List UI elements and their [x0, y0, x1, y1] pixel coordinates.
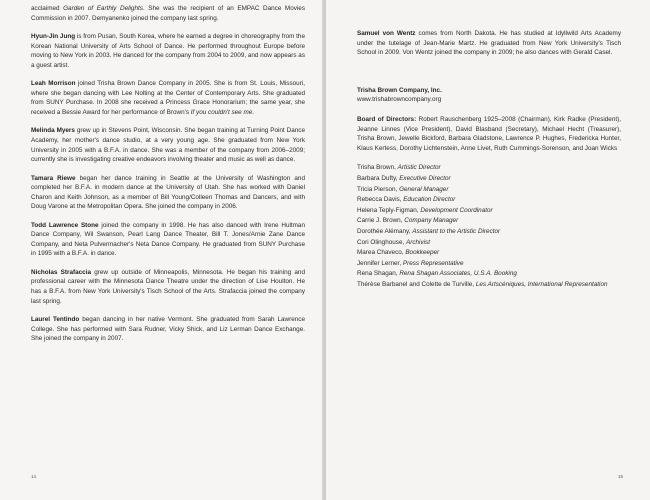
bio-paragraph — [31, 79, 305, 117]
staff-name: Rena Shagan, — [357, 270, 400, 278]
company-website: www.trishabrowncompany.org — [357, 96, 442, 104]
staff-entry — [357, 227, 621, 238]
staff-name: Jennifer Lerner, — [357, 259, 403, 267]
staff-role: General Manager — [399, 185, 449, 193]
bio-name: Todd Lawrence Stone — [31, 221, 99, 229]
bio-name: Samuel von Wentz — [357, 30, 416, 37]
staff-name: Trisha Brown, — [357, 164, 398, 172]
right-page — [326, 0, 650, 500]
bio-text: is from Pusan, South Korea, where he earned a degree in choreography from the Korean National University of Arts School of Dance. He performed throughout Europe before moving to New York in 2003. He danced for the company from 2004 to 2009, and now appears as a guest artist. — [31, 32, 306, 69]
bio-name: Leah Morrison — [31, 80, 76, 88]
bio-text: grew up outside of Minneapolis, Minnesota. He began his training and professional career with the Minnesota Dance Theatre under the direction of Lise Houlton. He has a B.F.A. from New York University's Tisch School of the Arts. Strafaccia joined the company last spring. — [31, 268, 305, 305]
staff-name: Tricia Pierson, — [357, 185, 400, 193]
staff-name: Rebecca Davis, — [357, 196, 404, 204]
staff-role: Executive Director — [399, 174, 451, 182]
staff-role: Rena Shagan Associates, U.S.A. Booking — [399, 270, 517, 278]
board-members: Robert Rauschenberg 1925–2008 (Chairman), Kirk Radke (President), Jeanne Linnes (Vice President), David Blasband (Secretary), Michael Hecht (Treasurer), Trisha Brown, Jewelle Bickford, Barbara Gladstone, Lawrence P. Hughes, Fredericka Hunter, Klaus Kertess, Dorothy Lichtenstein, Anne Livet, Ruth Cummings-Sorenson, and Joan Wicks — [357, 115, 621, 152]
board-label: Board of Directors: — [357, 115, 417, 123]
bio-text: acclaimed — [31, 5, 64, 12]
bio-text: . — [252, 108, 255, 116]
bio-paragraph — [31, 174, 305, 212]
staff-entry — [357, 259, 621, 270]
bio-paragraph — [31, 221, 305, 259]
staff-entry — [357, 269, 621, 280]
bio-name: Laurel Tentindo — [31, 316, 80, 324]
bio-name: Hyun-Jin Jung — [31, 32, 76, 40]
bio-paragraph — [31, 126, 305, 164]
bio-paragraph — [31, 4, 305, 23]
company-name: Trisha Brown Company, Inc. — [357, 86, 442, 94]
staff-entry — [357, 280, 621, 291]
page-number-right: 15 — [618, 474, 624, 479]
staff-entry — [357, 195, 621, 206]
staff-name: Cori Olinghouse, — [357, 238, 407, 246]
board-of-directors — [357, 115, 621, 153]
bio-name: Melinda Myers — [31, 127, 75, 135]
staff-name: Marea Chaveco, — [357, 249, 406, 257]
staff-role: Les Artscéniques, International Representation — [475, 280, 608, 288]
work-title: Garden of Earthly Delights — [63, 5, 143, 12]
bio-text: began dancing in her native Vermont. She graduated from Sarah Lawrence College. She has performed with Sara Rudner, Vicky Shick, and Liz Lerman Dance Exchange. She joined the company in 2007. — [31, 316, 305, 343]
staff-entry — [357, 206, 621, 217]
staff-name: Barbara Dufty, — [357, 174, 400, 182]
bio-paragraph — [31, 32, 305, 70]
bio-text: comes from North Dakota. He has studied at Idyllwild Arts Academy under the tutelage of Jean-Marie Martz. He graduated from New York University's Tisch School in 2009. Von Wentz joined the company in 2009; he also dances with Gerald Casel. — [357, 30, 621, 57]
staff-entry — [357, 185, 621, 196]
staff-role: Artistic Director — [397, 164, 441, 172]
bio-name: Tamara Riewe — [31, 174, 76, 182]
staff-role: Press Representative — [402, 259, 464, 267]
bio-paragraph — [31, 268, 305, 306]
staff-entry — [357, 174, 621, 185]
staff-entry — [357, 163, 621, 174]
bio-column-left — [31, 4, 305, 353]
bio-text: joined Trisha Brown Dance Company in 2005. She is from St. Louis, Missouri, where she began dancing with Lee Nolting at the Center of Contemporary Arts. She graduated from SUNY Purchase. In 2008 she received a Princess Grace Honorarium; the same year, she received a Bessie Award for her performance of Brown's — [31, 80, 305, 116]
staff-name: Thérèse Barbanel and Colette de Turville, — [357, 280, 476, 288]
staff-name: Dorothée Alémany, — [357, 227, 413, 235]
bio-paragraph — [31, 315, 305, 344]
staff-entry — [357, 216, 621, 227]
bio-name: Nicholas Strafaccia — [31, 268, 91, 276]
bio-text: . She was the recipient of an EMPAC Dance Movies Commission in 2007. Demyanenko joined the company last spring. — [31, 5, 305, 22]
staff-entry — [357, 248, 621, 259]
staff-name: Helena Teply-Figman, — [357, 206, 421, 214]
staff-entry — [357, 238, 621, 249]
staff-role: Bookkeeper — [405, 249, 440, 257]
page-number-left: 14 — [31, 474, 37, 479]
staff-role: Company Manager — [404, 217, 459, 225]
bio-text: joined the company in 1998. He has also danced with Irene Hultman Dance Company, Wil Swanson, Pearl Lang Dance Theater, Bill T. Jones/Arnie Zane Dance Company, and Neta Pulvermacher's Neta Dance Company. He graduated from SUNY Purchase in 1995 with a B.F.A. in dance. — [31, 221, 305, 258]
staff-role: Education Director — [403, 196, 456, 204]
content-column-right — [357, 29, 621, 290]
bio-text: began her dance training in Seattle at the University of Washington and completed her B.F.A. in modern dance at the University of Utah. She has worked with Daniel Charon and Keith Johnson, as a member of Bill Young/Colleen Thomas and Dancers, and with Doug Varone at the Metropolitan Opera. She joined the company in 2006. — [31, 174, 305, 211]
staff-role: Development Coordinator — [420, 206, 493, 214]
staff-name: Carrie J. Brown, — [357, 217, 405, 225]
staff-role: Assistant to the Artistic Director — [412, 227, 501, 235]
work-title: If you couldn't see me — [190, 108, 253, 116]
bio-text: grew up in Stevens Point, Wisconsin. She began training at Turning Point Dance Academy, her mother's dance studio, at a very young age. She graduated from New York University in 2005 with a B.F.A. in dance. She was a member of the company from 2006–2009; currently she is investigating creative endeavors involving theater and music as well as dance. — [31, 127, 305, 164]
bio-samuel-von-wentz — [357, 29, 621, 58]
staff-role: Archivist — [406, 238, 430, 246]
left-page — [0, 0, 324, 500]
staff-list — [357, 163, 621, 290]
